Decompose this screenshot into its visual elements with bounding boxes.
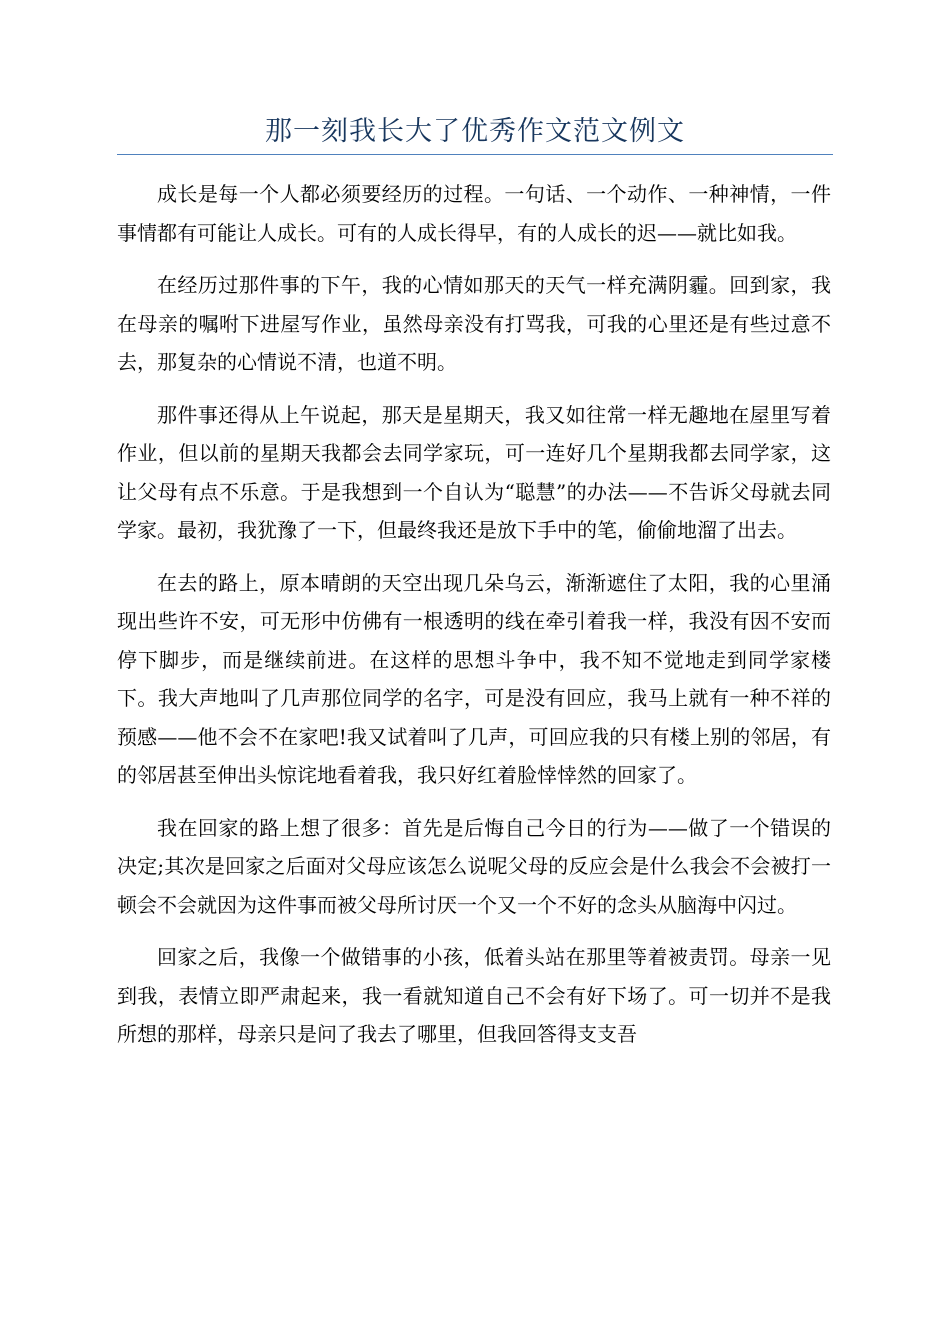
paragraph-2: 在经历过那件事的下午，我的心情如那天的天气一样充满阴霾。回到家，我在母亲的嘱咐下进屋写作业，虽然母亲没有打骂我，可我的心里还是有些过意不去，那复杂的心情说不清，也道不明。 — [117, 273, 831, 374]
paragraph-3: 那件事还得从上午说起，那天是星期天，我又如往常一样无趣地在屋里写着作业，但以前的星期天我都会去同学家玩，可一连好几个星期我都去同学家，这让父母有点不乐意。于是我想到一个自认为“聪慧”的办法——不告诉父母就去同学家。最初，我犹豫了一下，但最终我还是放下手中的笔，偷偷地溜了出去。 — [117, 402, 831, 542]
document-body — [117, 175, 831, 1068]
title-underline — [117, 154, 833, 155]
paragraph-6: 回家之后，我像一个做错事的小孩，低着头站在那里等着被责罚。母亲一见到我，表情立即严肃起来，我一看就知道自己不会有好下场了。可一切并不是我所想的那样，母亲只是问了我去了哪里，但我回答得支支吾 — [117, 945, 831, 1046]
paragraph-5: 我在回家的路上想了很多：首先是后悔自己今日的行为——做了一个错误的决定;其次是回家之后面对父母应该怎么说呢父母的反应会是什么我会不会被打一顿会不会就因为这件事而被父母所讨厌一个又一个不好的念头从脑海中闪过。 — [117, 815, 831, 917]
document-title: 那一刻我长大了优秀作文范文例文 — [265, 116, 685, 147]
paragraph-4: 在去的路上，原本晴朗的天空出现几朵乌云，渐渐遮住了太阳，我的心里涌现出些许不安，可无形中仿佛有一根透明的线在牵引着我一样，我没有因不安而停下脚步，而是继续前进。在这样的思想斗争中，我不知不觉地走到同学家楼下。我大声地叫了几声那位同学的名字，可是没有回应，我马上就有一种不祥的预感——他不会不在家吧!我又试着叫了几声，可回应我的只有楼上别的邻居，有的邻居甚至伸出头惊诧地看着我，我只好红着脸悻悻然的回家了。 — [117, 570, 831, 787]
paragraph-1: 成长是每一个人都必须要经历的过程。一句话、一个动作、一种神情，一件事情都有可能让人成长。可有的人成长得早，有的人成长的迟——就比如我。 — [117, 182, 831, 245]
